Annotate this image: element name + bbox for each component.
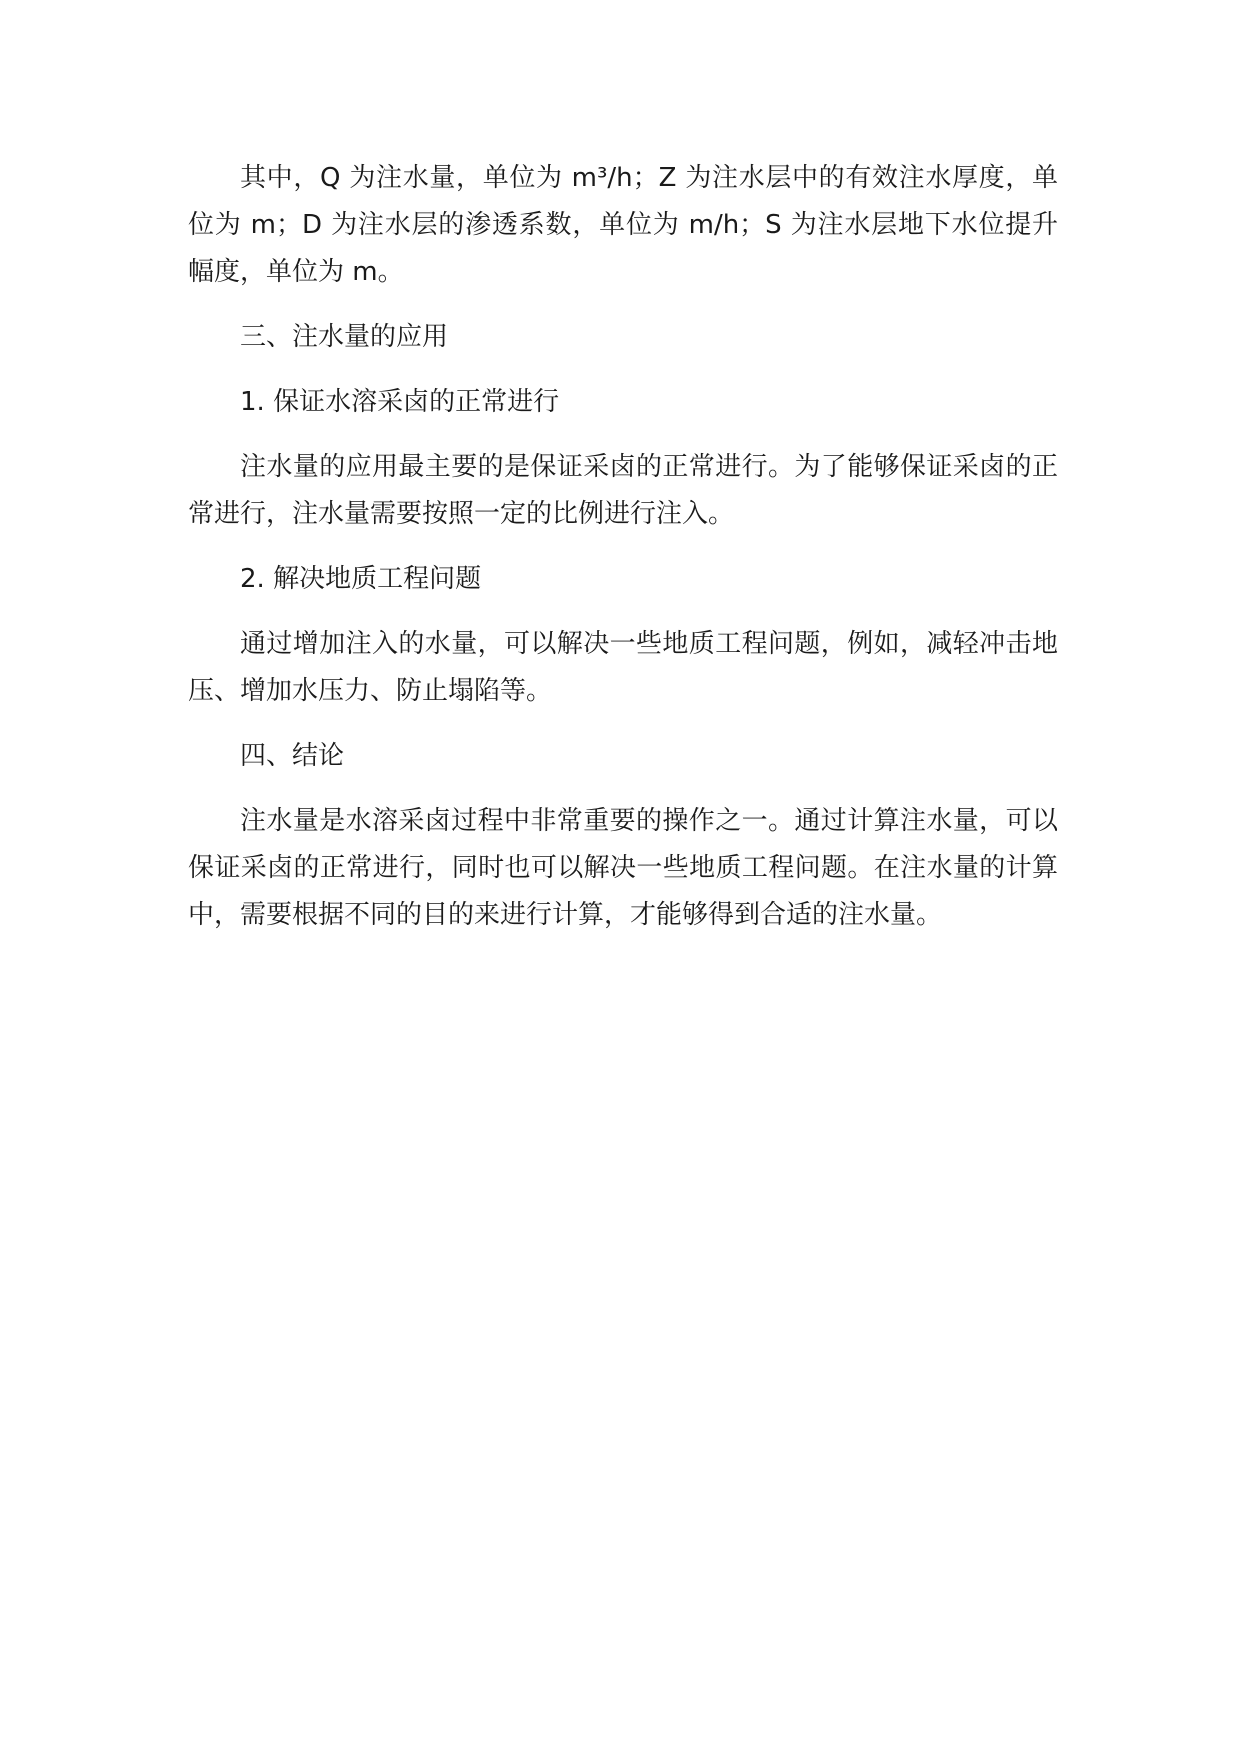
subsection-2-paragraph: 通过增加注入的水量，可以解决一些地质工程问题，例如，减轻冲击地压、增加水压力、防止塌陷等。 (188, 629, 1058, 706)
subsection-2-heading: 2. 解决地质工程问题 (240, 564, 482, 594)
subsection-1-heading: 1. 保证水溶采卤的正常进行 (240, 387, 560, 417)
variable-definitions-paragraph: 其中，Q 为注水量，单位为 m³/h；Z 为注水层中的有效注水厚度，单位为 m；D 为注水层的渗透系数，单位为 m/h；S 为注水层地下水位提升幅度，单位为 m。 (188, 163, 1058, 287)
document-body (188, 155, 1058, 957)
conclusion-paragraph: 注水量是水溶采卤过程中非常重要的操作之一。通过计算注水量，可以保证采卤的正常进行，同时也可以解决一些地质工程问题。在注水量的计算中，需要根据不同的目的来进行计算，才能够得到合适的注水量。 (188, 806, 1058, 930)
subsection-1-paragraph: 注水量的应用最主要的是保证采卤的正常进行。为了能够保证采卤的正常进行，注水量需要按照一定的比例进行注入。 (188, 452, 1058, 529)
section-4-heading: 四、结论 (240, 741, 345, 771)
section-3-heading: 三、注水量的应用 (240, 322, 449, 352)
